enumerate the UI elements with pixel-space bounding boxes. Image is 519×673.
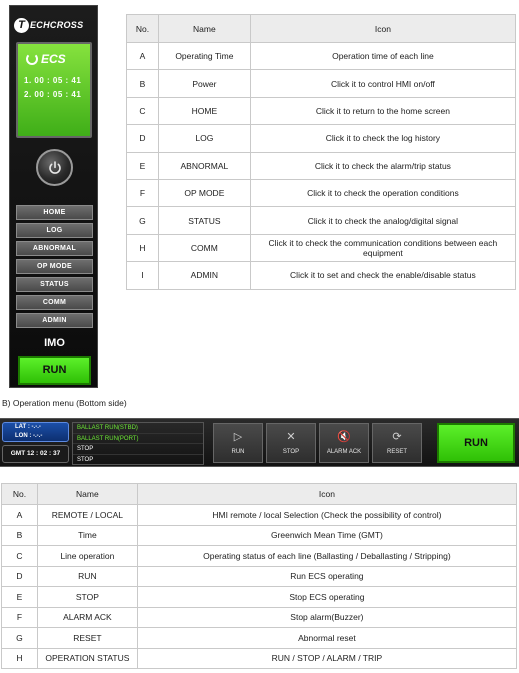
row-name: Power (158, 70, 250, 97)
muted-speaker-icon: 🔇 (337, 431, 351, 443)
row-desc: Click it to check the analog/digital signal (250, 207, 515, 234)
side-menu-table (126, 14, 516, 290)
row-desc: RUN / STOP / ALARM / TRIP (137, 648, 516, 669)
row-name: Operating Time (158, 43, 250, 70)
row-name: REMOTE / LOCAL (37, 505, 137, 526)
log-button[interactable]: LOG (16, 223, 93, 238)
status-button[interactable]: STATUS (16, 277, 93, 292)
row-desc: Click it to check the log history (250, 125, 515, 152)
operation-menu-table (1, 483, 517, 669)
row-name: STATUS (158, 207, 250, 234)
brand-name: ECHCROSS (30, 20, 84, 30)
row-desc: Click it to check the communication conditions between each equipment (250, 234, 515, 261)
table-row (127, 70, 516, 97)
row-no: C (127, 97, 159, 124)
row-no: E (2, 587, 38, 608)
line-operation-panel (72, 422, 204, 465)
remote-local-button[interactable] (2, 422, 69, 442)
table-row (127, 234, 516, 261)
table-header-row (2, 484, 517, 505)
table-row (2, 628, 517, 649)
alarm-ack-button[interactable] (319, 423, 369, 463)
row-name: ABNORMAL (158, 152, 250, 179)
techcross-logo-icon: T (14, 18, 29, 33)
row-no: G (127, 207, 159, 234)
row-no: B (2, 525, 38, 546)
row-desc: HMI remote / local Selection (Check the possibility of control) (137, 505, 516, 526)
table-row (2, 505, 517, 526)
row-no: F (127, 179, 159, 206)
admin-button[interactable]: ADMIN (16, 313, 93, 328)
row-desc: Click it to control HMI on/off (250, 70, 515, 97)
table-row (127, 179, 516, 206)
row-desc: Click it to set and check the enable/disable status (250, 262, 515, 289)
power-icon (47, 160, 63, 176)
row-no: D (2, 566, 38, 587)
row-no: D (127, 125, 159, 152)
power-button[interactable] (36, 149, 73, 186)
table-row (127, 125, 516, 152)
row-name: LOG (158, 125, 250, 152)
row-desc: Stop ECS operating (137, 587, 516, 608)
row-name: HOME (158, 97, 250, 124)
row-no: A (127, 43, 159, 70)
row-no: F (2, 607, 38, 628)
row-name: RESET (37, 628, 137, 649)
row-name: ADMIN (158, 262, 250, 289)
table-row (2, 566, 517, 587)
row-desc: Click it to return to the home screen (250, 97, 515, 124)
row-no: I (127, 262, 159, 289)
row-name: ALARM ACK (37, 607, 137, 628)
abnormal-button[interactable]: ABNORMAL (16, 241, 93, 256)
row-desc: Operating status of each line (Ballasting / Deballasting / Stripping) (137, 546, 516, 567)
imo-label: IMO (44, 337, 65, 349)
row-name: RUN (37, 566, 137, 587)
home-button[interactable]: HOME (16, 205, 93, 220)
reset-button[interactable] (372, 423, 422, 463)
row-name: STOP (37, 587, 137, 608)
table-row (2, 587, 517, 608)
header-name: Name (158, 15, 250, 43)
table-row (2, 546, 517, 567)
line-status: STOP (77, 456, 94, 463)
row-no: H (2, 648, 38, 669)
row-name: OPERATION STATUS (37, 648, 137, 669)
operation-status-button[interactable]: RUN (437, 423, 515, 463)
header-no: No. (2, 484, 38, 505)
refresh-icon: ⟳ (392, 431, 402, 443)
run-label: RUN (231, 449, 245, 455)
row-desc: Click it to check the alarm/trip status (250, 152, 515, 179)
stop-button[interactable] (266, 423, 316, 463)
table-header-row (127, 15, 516, 43)
row-desc: Greenwich Mean Time (GMT) (137, 525, 516, 546)
line-status: BALLAST RUN(PORT) (73, 434, 203, 445)
ecs-swirl-icon (26, 53, 38, 65)
gmt-time: GMT 12 : 02 : 37 (2, 445, 69, 463)
play-icon: ▷ (233, 431, 243, 443)
stop-label: STOP (282, 449, 300, 455)
row-name: Time (37, 525, 137, 546)
table-row (2, 525, 517, 546)
row-desc: Click it to check the operation conditions (250, 179, 515, 206)
table-row (127, 262, 516, 289)
row-no: G (2, 628, 38, 649)
header-icon: Icon (250, 15, 515, 43)
row-no: A (2, 505, 38, 526)
header-name: Name (37, 484, 137, 505)
table-row (127, 207, 516, 234)
line-status: BALLAST RUN(STBD) (73, 423, 203, 434)
line-status: STOP (73, 444, 203, 455)
header-no: No. (127, 15, 159, 43)
section-caption: B) Operation menu (Bottom side) (2, 398, 127, 408)
row-name: OP MODE (158, 179, 250, 206)
table-row (2, 607, 517, 628)
operation-bar (0, 418, 519, 467)
brand-logo (14, 13, 94, 37)
op-mode-button[interactable]: OP MODE (16, 259, 93, 274)
line2-operating-time: 2. 00 : 05 : 41 (24, 90, 82, 99)
row-desc: Run ECS operating (137, 566, 516, 587)
x-icon: ✕ (286, 431, 296, 443)
row-desc: Operation time of each line (250, 43, 515, 70)
run-button[interactable] (213, 423, 263, 463)
row-no: C (2, 546, 38, 567)
table-row (127, 97, 516, 124)
header-icon: Icon (137, 484, 516, 505)
row-desc: Abnormal reset (137, 628, 516, 649)
row-name: Line operation (37, 546, 137, 567)
alarm-ack-label: ALARM ACK (326, 449, 362, 455)
run-status-button[interactable]: RUN (18, 356, 91, 385)
table-row (127, 43, 516, 70)
table-row (127, 152, 516, 179)
row-no: E (127, 152, 159, 179)
line1-operating-time: 1. 00 : 05 : 41 (24, 76, 82, 85)
comm-button[interactable]: COMM (16, 295, 93, 310)
ecs-label: ECS (41, 52, 66, 66)
hmi-side-panel (9, 5, 98, 388)
longitude-readout: LON : -.-.- (15, 433, 43, 439)
operating-time-screen (16, 42, 92, 138)
row-name: COMM (158, 234, 250, 261)
ecs-title (26, 52, 66, 66)
row-desc: Stop alarm(Buzzer) (137, 607, 516, 628)
row-no: B (127, 70, 159, 97)
table-row (2, 648, 517, 669)
reset-label: RESET (386, 449, 407, 455)
latitude-readout: LAT : -.-.- (15, 424, 41, 430)
side-menu (16, 205, 93, 331)
row-no: H (127, 234, 159, 261)
